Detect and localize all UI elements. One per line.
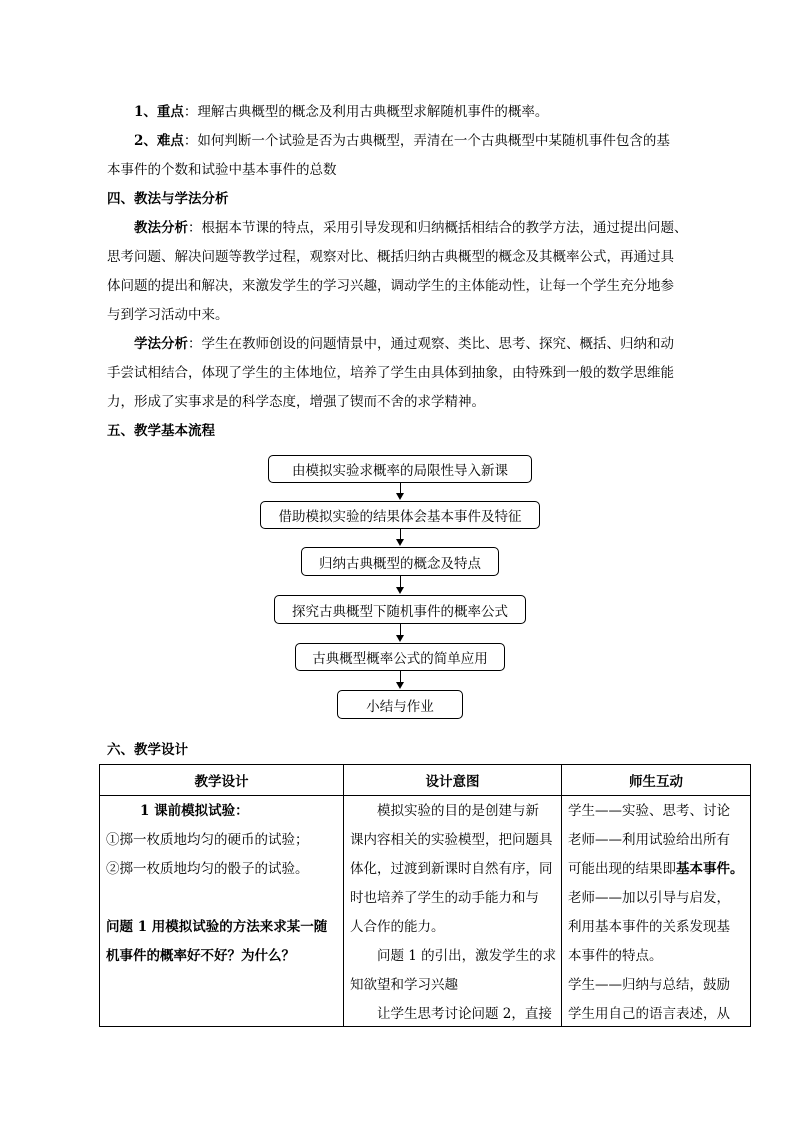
section4-title: 四、教法与学法分析	[107, 191, 229, 207]
interaction-cell	[562, 796, 751, 1027]
interaction-line-3c: 。	[730, 861, 744, 877]
interaction-line-7: 学生——归纳与总结，鼓励	[568, 977, 730, 993]
question1-line2: 机事件的概率好不好？为什么？	[106, 948, 295, 964]
interaction-line-4: 老师——加以引导与启发，	[568, 890, 730, 906]
teach-line-0: ：根据本节课的特点，采用引导发现和归纳概括相结合的教学方法，通过提出问题、	[188, 220, 688, 236]
section6-title: 六、教学设计	[107, 742, 188, 758]
flow-step-3: 归纳古典概型的概念及特点	[301, 547, 499, 576]
key-point-label: 1、重点	[134, 104, 184, 120]
question1-line1: 问题 1 用模拟试验的方法来求某一随	[106, 919, 328, 935]
pre-class-heading: 1 课前模拟试验：	[140, 803, 249, 819]
teach-line-2: 体问题的提出和解决，来激发学生的学习兴趣，调动学生的主体能动性，让每一个学生充分地参	[107, 278, 674, 294]
intent-line-7: 让学生思考讨论问题 2，直接	[377, 1006, 552, 1022]
flow-step-2: 借助模拟实验的结果体会基本事件及特征	[260, 501, 540, 529]
section5-title: 五、教学基本流程	[107, 423, 215, 439]
intent-line-4: 人合作的能力。	[350, 919, 445, 935]
flow-step-6: 小结与作业	[337, 690, 463, 719]
interaction-line-1: 学生——实验、思考、讨论	[568, 803, 730, 819]
learn-analysis-label: 学法分析	[134, 336, 188, 352]
interaction-line-3	[568, 859, 744, 879]
flow-step-5: 古典概型概率公式的简单应用	[295, 643, 505, 671]
learn-line-2: 力，形成了实事求是的科学态度，增强了锲而不舍的求学精神。	[107, 394, 485, 410]
flow-arrow	[400, 624, 401, 636]
header-interaction: 师生互动	[562, 765, 751, 796]
teach-line-1: 思考问题、解决问题等教学过程，观察对比、概括归纳古典概型的概念及其概率公式，再通过具	[107, 249, 674, 265]
header-intent: 设计意图	[344, 765, 562, 796]
teach-line-3: 与到学习活动中来。	[107, 307, 229, 323]
teach-analysis-label: 教法分析	[134, 220, 188, 236]
interaction-line-5: 利用基本事件的关系发现基	[568, 919, 730, 935]
design-table	[99, 764, 751, 1027]
flow-step-1: 由模拟实验求概率的局限性导入新课	[268, 455, 532, 483]
difficult-point-text: ：如何判断一个试验是否为古典概型，弄清在一个古典概型中某随机事件包含的基	[183, 133, 670, 149]
intent-line-1: 课内容相关的实验模型，把问题具	[350, 832, 553, 848]
key-point	[134, 102, 548, 122]
intent-cell	[344, 796, 562, 1027]
flow-arrow	[400, 576, 401, 588]
table-header-row	[100, 765, 751, 796]
teach-analysis	[134, 218, 688, 238]
interaction-line-6: 本事件的特点。	[568, 948, 663, 964]
design-cell	[100, 796, 344, 1027]
flow-arrow	[400, 671, 401, 683]
basic-event-term: 基本事件	[676, 861, 730, 877]
intent-line-2: 体化，过渡到新课时自然有序，同	[350, 861, 553, 877]
learn-analysis	[134, 334, 674, 354]
intent-line-3: 时也培养了学生的动手能力和与	[350, 890, 539, 906]
learn-line-0: ：学生在教师创设的问题情景中，通过观察、类比、思考、探究、概括、归纳和动	[188, 336, 674, 352]
header-design: 教学设计	[100, 765, 344, 796]
interaction-line-2: 老师——利用试验给出所有	[568, 832, 730, 848]
interaction-line-8: 学生用自己的语言表述，从	[568, 1006, 730, 1022]
difficult-point-cont: 本事件的个数和试验中基本事件的总数	[107, 162, 337, 178]
table-row	[100, 796, 751, 1027]
flow-step-4: 探究古典概型下随机事件的概率公式	[274, 595, 526, 624]
interaction-line-3a: 可能出现的结果即	[568, 861, 676, 877]
difficult-point-label: 2、难点	[134, 133, 184, 149]
intent-line-6: 知欲望和学习兴趣	[350, 977, 458, 993]
intent-line-5: 问题 1 的引出，激发学生的求	[377, 948, 557, 964]
flow-arrow	[400, 529, 401, 540]
difficult-point	[134, 131, 670, 151]
learn-line-1: 手尝试相结合，体现了学生的主体地位，培养了学生由具体到抽象，由特殊到一般的数学思维能	[107, 365, 674, 381]
key-point-text: ：理解古典概型的概念及利用古典概型求解随机事件的概率。	[183, 104, 549, 120]
experiment-coin: ①掷一枚质地均匀的硬币的试验；	[106, 832, 309, 848]
intent-line-0: 模拟实验的目的是创建与新	[377, 803, 539, 819]
flow-arrow	[400, 483, 401, 494]
experiment-dice: ②掷一枚质地均匀的骰子的试验。	[106, 861, 309, 877]
